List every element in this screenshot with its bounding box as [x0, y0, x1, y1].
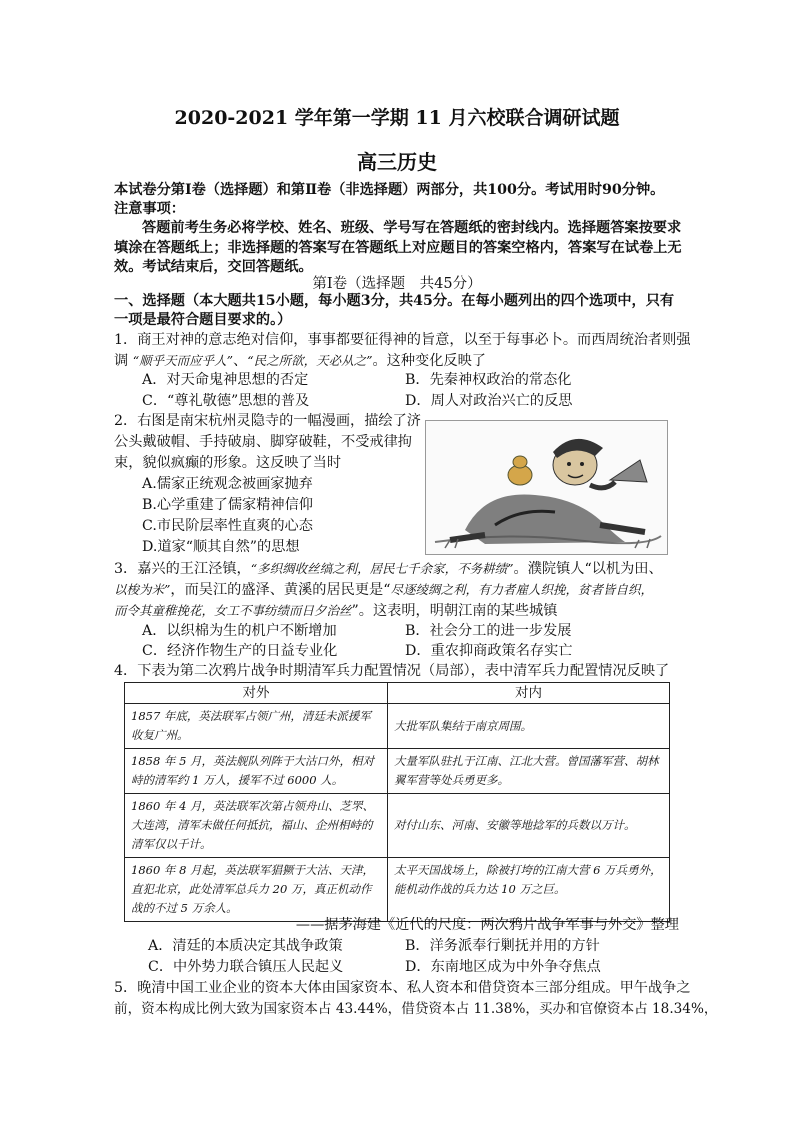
cartoon-illustration-icon: [425, 420, 668, 555]
table-cell: 1860 年 8 月起，英法联军猖獗于大沽、天津，直犯北京，此处清军总兵力 20 万，真正机动作战的不过 5 万余人。: [125, 858, 388, 922]
q2-stem-line-1: 2．右图是南宋杭州灵隐寺的一幅漫画，描绘了济: [114, 413, 421, 429]
troop-deployment-table: [124, 682, 670, 922]
q1-option-d: D．周人对政治兴亡的反思: [405, 393, 573, 409]
q3-quote-1: “多织绸收丝缟之利，居民七千余家，不务耕绩”: [250, 561, 514, 576]
q4-stem: 4．下表为第二次鸦片战争时期清军兵力配置情况（局部），表中清军兵力配置情况反映了: [114, 663, 670, 679]
q2-option-a: A.儒家正统观念被画家抛弃: [142, 476, 313, 492]
table-cell: 1858 年 5 月，英法舰队列阵于大沽口外，相对峙的清军约 1 万人，援军不过 6000 人。: [125, 749, 388, 794]
table-cell: 1857 年底，英法联军占领广州，清廷未派援军收复广州。: [125, 704, 388, 749]
exam-title: 2020-2021 学年第一学期 11 月六校联合调研试题: [174, 107, 620, 129]
table-row: [125, 749, 670, 794]
q3-option-a: A．以织棉为生的机户不断增加: [142, 623, 337, 639]
q3-stem-line-1: [114, 558, 663, 580]
table-row: [125, 704, 670, 749]
table-header-internal: 对内: [388, 683, 670, 704]
q3-option-c: C．经济作物生产的日益专业化: [142, 643, 338, 659]
q2-stem-line-2: 公头戴破帽、手持破扇、脚穿破鞋，不受戒律拘: [114, 434, 412, 450]
q4-option-a: A．清廷的本质决定其战争政策: [148, 938, 343, 954]
q2-option-c: C.市民阶层率性直爽的心态: [142, 518, 313, 534]
q4-source-citation: ——据茅海建《近代的尺度：两次鸦片战争军事与外交》整理: [295, 917, 679, 933]
q4-option-d: D．东南地区成为中外争夺焦点: [405, 959, 601, 975]
table-row: [125, 858, 670, 922]
q1-quote-1: “顺乎天而应乎人”: [132, 353, 233, 368]
q3-prefix: 3．嘉兴的王江泾镇，: [114, 561, 251, 577]
notice-label: 注意事项：: [114, 201, 185, 217]
q1-stem-line-2: [114, 350, 486, 372]
q1-suffix: 。这种变化反映了: [372, 353, 486, 369]
q4-option-b: B．洋务派奉行剿抚并用的方针: [405, 938, 600, 954]
q2-stem-line-3: 束，貌似疯癫的形象。这反映了当时: [114, 455, 342, 471]
q4-option-c: C．中外势力联合镇压人民起义: [148, 959, 344, 975]
q1-stem-line-1: 1．商王对神的意志绝对信仰，事事都要征得神的旨意，以至于每事必卜。而西周统治者则强: [114, 332, 691, 348]
intro-line: 本试卷分第Ⅰ卷（选择题）和第Ⅱ卷（非选择题）两部分，共100分。考试用时90分钟。: [114, 182, 665, 198]
table-cell: 大批军队集结于南京周围。: [388, 704, 670, 749]
section-title: 第Ⅰ卷（选择题 共45分）: [312, 276, 482, 292]
table-cell: 1860 年 4 月，英法联军次第占领舟山、芝罘、大连湾，清军未做任何抵抗，福山、企州相峙的清军仅以千计。: [125, 794, 388, 858]
q3-option-b: B．社会分工的进一步发展: [405, 623, 572, 639]
q3-quote-3: 尽逐绫绸之利，有力者雇人织挽，贫者皆自织，: [390, 582, 653, 597]
table-row: [125, 794, 670, 858]
q5-stem-line-1: 5．晚清中国工业企业的资本大体由国家资本、私人资本和借贷资本三部分组成。甲午战争之: [114, 980, 691, 996]
table-cell: 太平天国战场上，除被打垮的江南大营 6 万兵勇外，能机动作战的兵力达 10 万之巨。: [388, 858, 670, 922]
q3-quote-4: 而令其童稚挽花，女工不事纺绩而日夕治丝: [114, 603, 352, 618]
table-header-row: [125, 683, 670, 704]
q1-quote-2: “民之所欲，天必从之”: [247, 353, 373, 368]
q3-quote-2: 以梭为米”: [114, 582, 171, 597]
notice-line-3: 效。考试结束后，交回答题纸。: [114, 259, 313, 275]
q1-option-a: A．对天命鬼神思想的否定: [142, 372, 309, 388]
table-header-external: 对外: [125, 683, 388, 704]
q3-option-d: D．重农抑商政策名存实亡: [405, 643, 573, 659]
q3-stem-line-3: [114, 600, 557, 622]
section-instructions-1: 一、选择题（本大题共15小题，每小题3分，共45分。在每小题列出的四个选项中，只有: [114, 293, 675, 309]
table-cell: 大量军队驻扎于江南、江北大营。曾国藩军营、胡林翼军营等处兵勇更多。: [388, 749, 670, 794]
q2-option-b: B.心学重建了儒家精神信仰: [142, 497, 313, 513]
notice-line-1: 答题前考生务必将学校、姓名、班级、学号写在答题纸的密封线内。选择题答案按要求: [142, 220, 682, 236]
section-instructions-2: 一项是最符合题目要求的。）: [114, 312, 292, 328]
notice-line-2: 填涂在答题纸上；非选择题的答案写在答题纸上对应题目的答案空格内，答案写在试卷上无: [114, 240, 682, 256]
exam-subject: 高三历史: [357, 150, 437, 174]
q5-stem-line-2: 前，资本构成比例大致为国家资本占 43.44%，借贷资本占 11.38%，买办和官僚资本占 18.34%，: [114, 1001, 718, 1017]
q3-mid-2: ，而吴江的盛泽、黄溪的居民更是“: [170, 582, 391, 598]
q3-stem-line-2: [114, 579, 653, 601]
q3-mid: 。濮院镇人“以机为田、: [513, 561, 663, 577]
q3-suffix: ”。这表明，明朝江南的某些城镇: [351, 603, 558, 619]
table-cell: 对付山东、河南、安徽等地捻军的兵数以万计。: [388, 794, 670, 858]
q1-option-b: B．先秦神权政治的常态化: [405, 372, 572, 388]
q1-sep: 、: [232, 353, 248, 369]
jigong-cartoon-image: [425, 420, 668, 555]
q1-prefix: 调: [114, 353, 133, 369]
q1-option-c: C．“尊礼敬德”思想的普及: [142, 393, 310, 409]
q2-option-d: D.道家“顺其自然”的思想: [142, 539, 300, 555]
